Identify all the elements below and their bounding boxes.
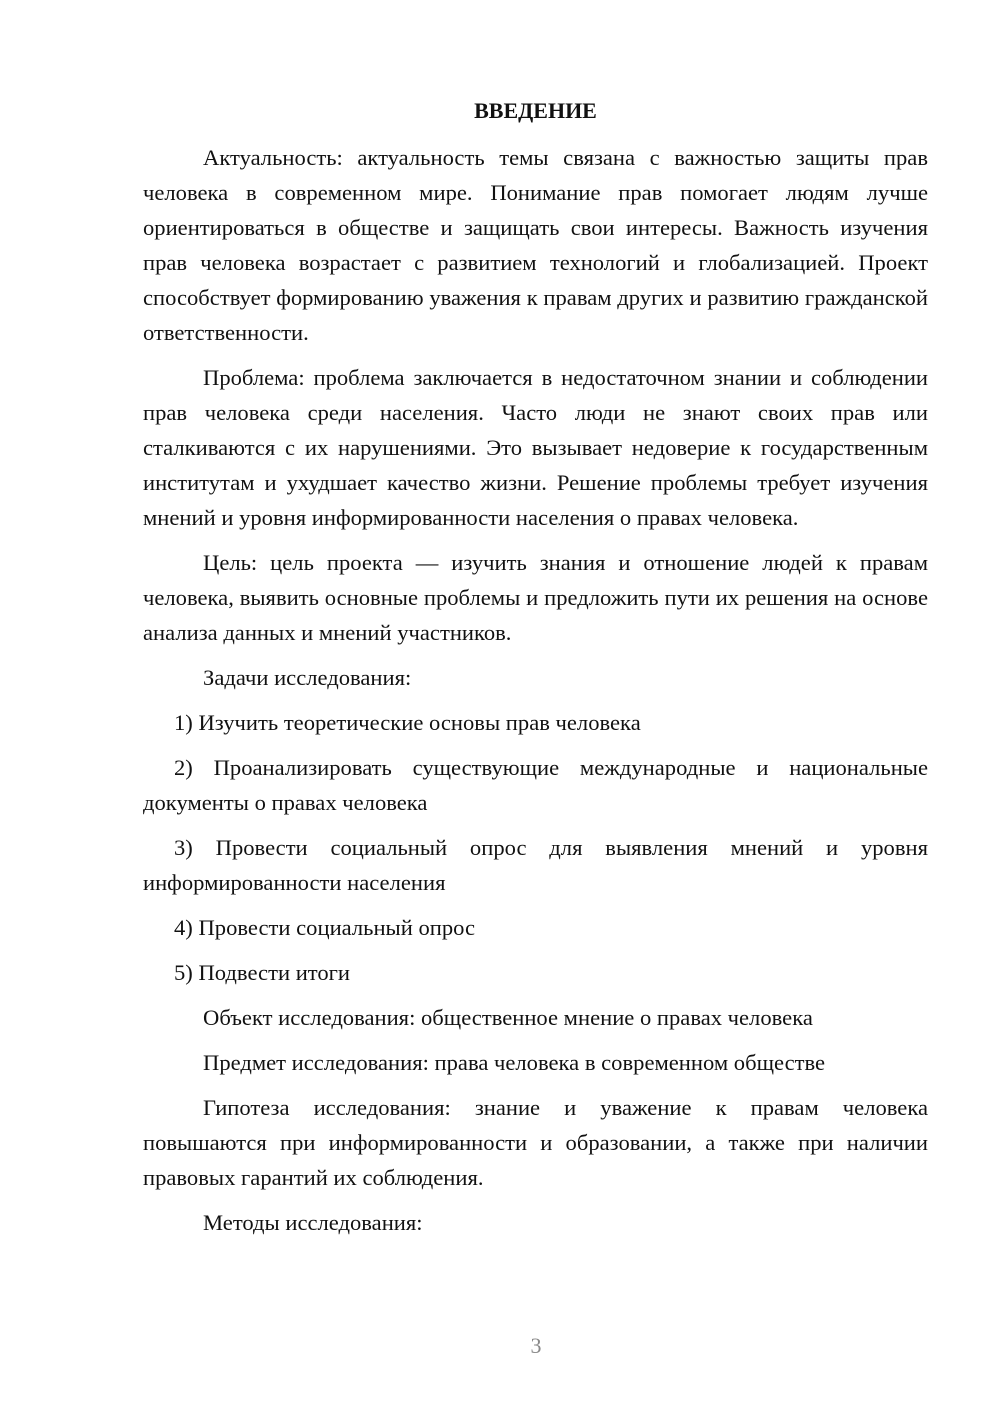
- task-item-3: 3) Провести социальный опрос для выявления мнений и уровня информированности населения: [143, 835, 928, 895]
- paragraph-subject: Предмет исследования: права человека в современном обществе: [203, 1050, 826, 1075]
- paragraph-hypothesis: Гипотеза исследования: знание и уважение к правам человека повышаются при информированности и образовании, а также при наличии правовых гарантий их соблюдения.: [143, 1095, 928, 1190]
- paragraph-tasks-intro: Задачи исследования:: [203, 665, 412, 690]
- task-item-5: 5) Подвести итоги: [174, 960, 351, 985]
- page-content: [143, 96, 928, 1250]
- paragraph-relevance: Актуальность: актуальность темы связана с важностью защиты прав человека в современном мире. Понимание прав помогает людям лучше ориентироваться в обществе и защищать свои интересы. Важность изучения прав человека возрастает с развитием технологий и глобализацией. Проект способствует формированию уважения к правам других и развитию гражданской ответственности.: [143, 145, 928, 345]
- task-item-1: 1) Изучить теоретические основы прав человека: [174, 710, 641, 735]
- task-item-4: 4) Провести социальный опрос: [174, 915, 476, 940]
- paragraph-methods: Методы исследования:: [203, 1210, 423, 1235]
- paragraph-problem: Проблема: проблема заключается в недостаточном знании и соблюдении прав человека среди населения. Часто люди не знают своих прав или сталкиваются с их нарушениями. Это вызывает недоверие к государственным институтам и ухудшает качество жизни. Решение проблемы требует изучения мнений и уровня информированности населения о правах человека.: [143, 365, 928, 530]
- section-heading: ВВЕДЕНИЕ: [474, 98, 597, 123]
- paragraph-object: Объект исследования: общественное мнение о правах человека: [203, 1005, 813, 1030]
- page-number: 3: [530, 1333, 542, 1358]
- paragraph-goal: Цель: цель проекта — изучить знания и отношение людей к правам человека, выявить основные проблемы и предложить пути их решения на основе анализа данных и мнений участников.: [143, 550, 928, 645]
- task-item-2: 2) Проанализировать существующие международные и национальные документы о правах человека: [143, 755, 928, 815]
